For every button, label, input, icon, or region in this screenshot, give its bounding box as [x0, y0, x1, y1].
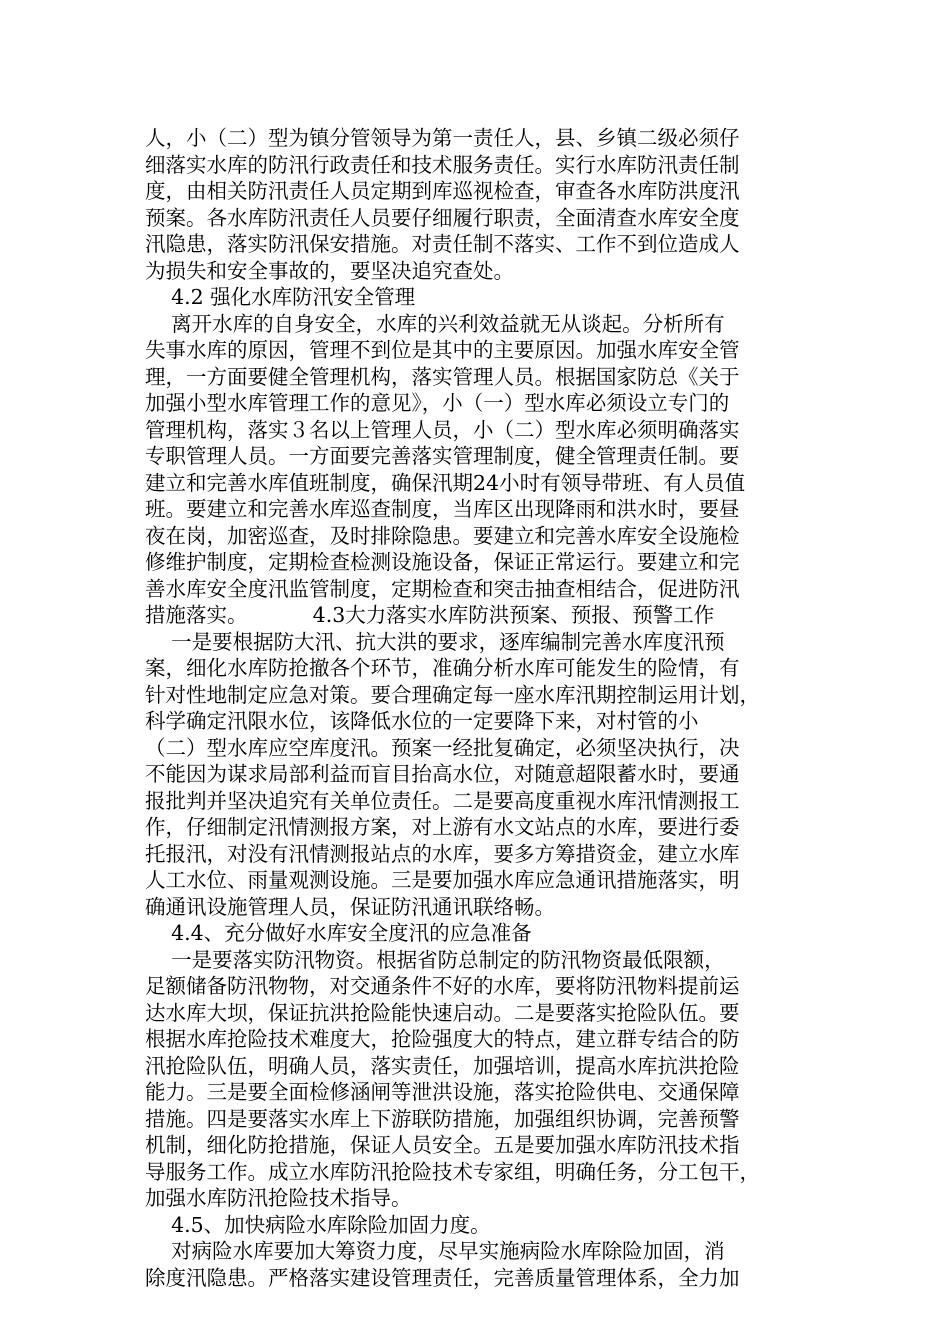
- text-line: 夜在岗，加密巡查，及时排除隐患。要建立和完善水库安全设施检: [145, 523, 740, 548]
- text-line: 人，小（二）型为镇分管领导为第一责任人，县、乡镇二级必须仔: [145, 126, 740, 150]
- text-line: 报批判并坚决追究有关单位责任。二是要高度重视水库汛情测报工: [145, 788, 740, 813]
- text-line: 加强水库防汛抢险技术指导。: [145, 1186, 412, 1210]
- text-line: 根据水库抢险技术难度大，抢险强度大的特点，建立群专结合的防: [145, 1027, 740, 1051]
- text-line: 能力。三是要全面检修涵闸等泄洪设施，落实抢险供电、交通保障: [145, 1080, 740, 1104]
- text-line: 加强小型水库管理工作的意见》，小（一）型水库必须设立专门的: [145, 391, 730, 415]
- text-line: 建立和完善水库值班制度，确保汛期24小时有领导带班、有人员值: [145, 470, 746, 495]
- text-line: 一是要根据防大汛、抗大洪的要求，逐库编制完善水库度汛预: [145, 629, 725, 654]
- text-line: 管理机构，落实３名以上管理人员，小（二）型水库必须明确落实: [145, 417, 740, 442]
- text-line: 人工水位、雨量观测设施。三是要加强水库应急通讯措施落实，明: [145, 868, 740, 892]
- text-line: 细落实水库的防汛行政责任和技术服务责任。实行水库防汛责任制: [145, 152, 740, 177]
- text-line: 离开水库的自身安全，水库的兴利效益就无从谈起。分析所有: [145, 311, 725, 336]
- text-line: 托报汛，对没有汛情测报站点的水库，要多方筹措资金，建立水库: [145, 841, 740, 866]
- text-line: 一是要落实防汛物资。根据省防总制定的防汛物资最低限额，: [145, 947, 725, 972]
- text-line: 预案。各水库防汛责任人员要仔细履行职责，全面清查水库安全度: [145, 205, 740, 230]
- text-line: 足额储备防汛物物，对交通条件不好的水库，要将防汛物料提前运: [145, 974, 740, 998]
- text-line: 4.4、充分做好水库安全度汛的应急准备: [145, 921, 532, 945]
- text-line: 汛隐患，落实防汛保安措施。对责任制不落实、工作不到位造成人: [145, 232, 740, 256]
- text-line: 汛抢险队伍，明确人员，落实责任，加强培训，提高水库抗洪抢险: [145, 1053, 740, 1078]
- text-line: 除度汛隐患。严格落实建设管理责任，完善质量管理体系，全力加: [145, 1265, 740, 1290]
- text-line: 为损失和安全事故的，要坚决追究查处。: [145, 258, 514, 283]
- text-line: 4.2 强化水库防汛安全管理: [145, 285, 416, 309]
- text-line: 机制，细化防抢措施，保证人员安全。五是要加强水库防汛技术指: [145, 1133, 740, 1157]
- text-line: 导服务工作。成立水库防汛抢险技术专家组，明确任务，分工包干，: [145, 1159, 760, 1184]
- text-line: （二）型水库应空库度汛。预案一经批复确定，必须坚决执行，决: [145, 735, 740, 760]
- text-line: 对病险水库要加大筹资力度，尽早实施病险水库除险加固，消: [145, 1239, 725, 1263]
- text-line: 针对性地制定应急对策。要合理确定每一座水库汛期控制运用计划，: [145, 682, 760, 707]
- text-line: 措施落实。 4.3大力落实水库防洪预案、预报、预警工作: [145, 603, 715, 627]
- text-line: 班。要建立和完善水库巡查制度，当库区出现降雨和洪水时，要昼: [145, 497, 740, 521]
- text-line: 专职管理人员。一方面要完善落实管理制度，健全管理责任制。要: [145, 444, 740, 468]
- text-line: 度，由相关防汛责任人员定期到库巡视检查，审查各水库防洪度汛: [145, 179, 740, 203]
- text-line: 确通讯设施管理人员，保证防汛通讯联络畅。: [145, 894, 555, 919]
- text-line: 修维护制度，定期检查检测设施设备，保证正常运行。要建立和完: [145, 550, 740, 574]
- text-line: 失事水库的原因，管理不到位是其中的主要原因。加强水库安全管: [145, 338, 740, 362]
- text-line: 理，一方面要健全管理机构，落实管理人员。根据国家防总《关于: [145, 364, 740, 389]
- text-line: 4.5、加快病险水库除险加固力度。: [145, 1212, 491, 1237]
- text-line: 措施。四是要落实水库上下游联防措施，加强组织协调，完善预警: [145, 1106, 740, 1131]
- body-text: [145, 125, 805, 1291]
- text-line: 善水库安全度汛监管制度，定期检查和突击抽查相结合，促进防汛: [145, 576, 740, 601]
- text-line: 案，细化水库防抢撤各个环节，准确分析水库可能发生的险情，有: [145, 656, 740, 680]
- text-line: 科学确定汛限水位，该降低水位的一定要降下来，对村管的小: [145, 709, 699, 733]
- text-line: 作，仔细制定汛情测报方案，对上游有水文站点的水库，要进行委: [145, 815, 740, 839]
- text-line: 达水库大坝，保证抗洪抢险能快速启动。二是要落实抢险队伍。要: [145, 1000, 740, 1025]
- text-line: 不能因为谋求局部利益而盲目抬高水位，对随意超限蓄水时，要通: [145, 762, 740, 786]
